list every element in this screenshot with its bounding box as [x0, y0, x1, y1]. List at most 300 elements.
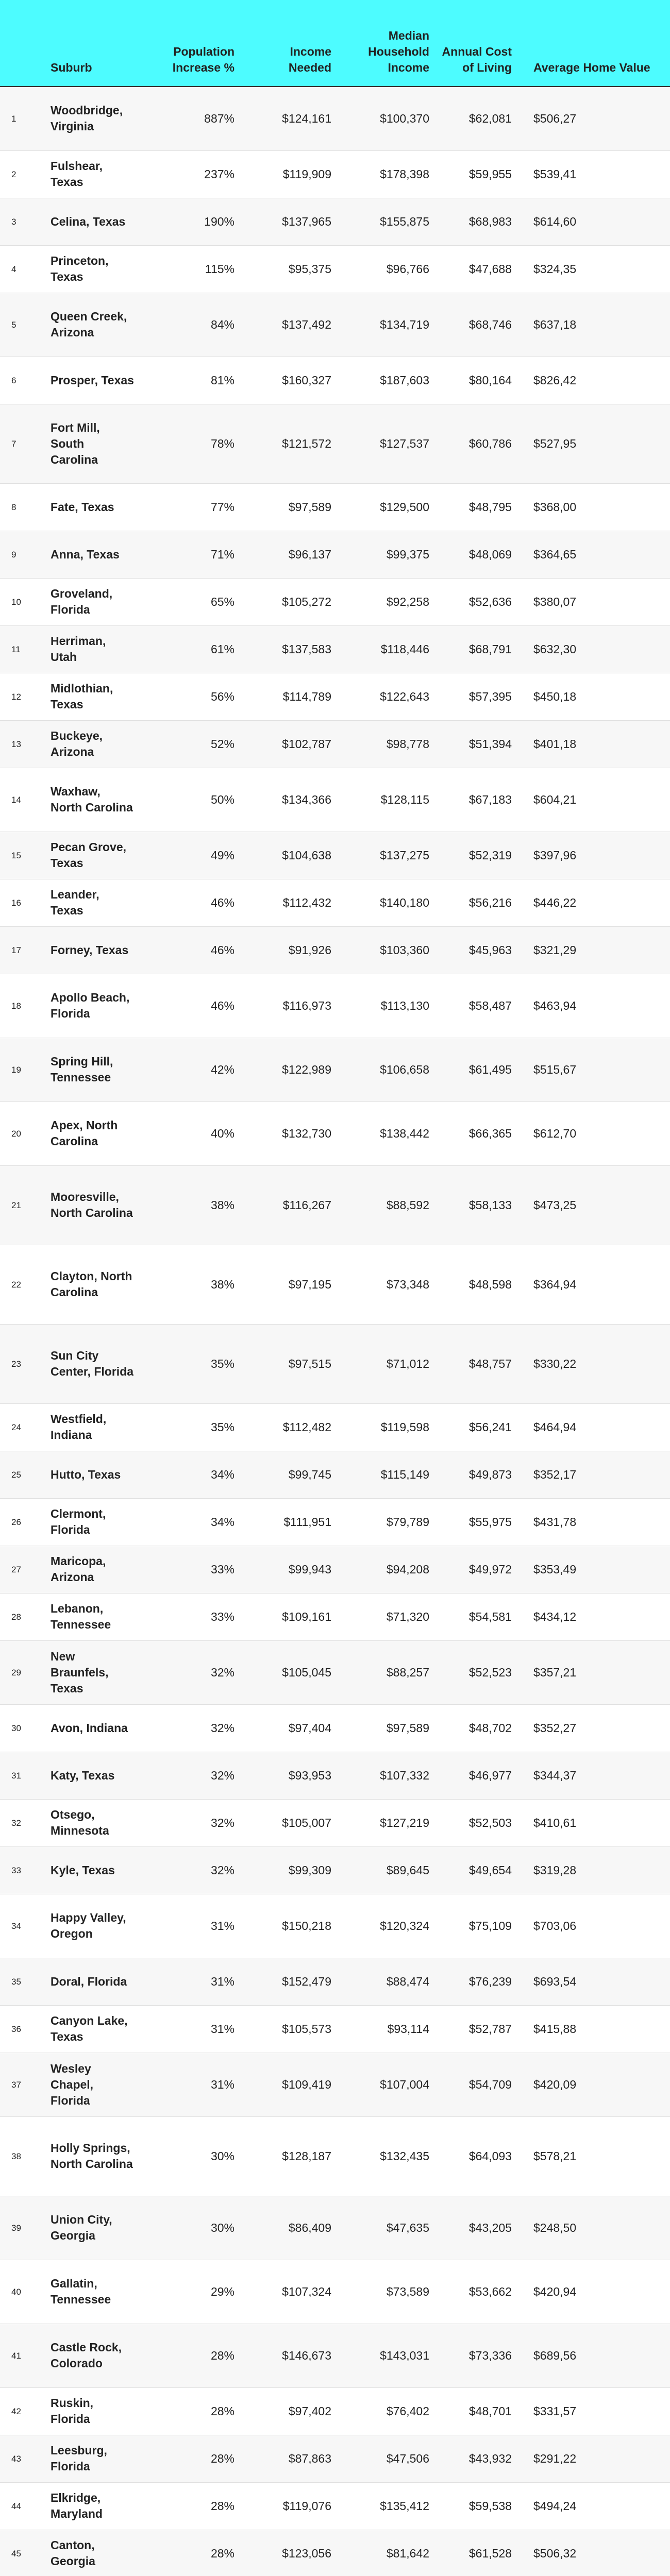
annual-cost-of-living-cell: $52,523 — [435, 1640, 518, 1704]
suburb-cell: Princeton, Texas — [45, 245, 141, 293]
population-increase-cell: 32% — [141, 1799, 241, 1846]
annual-cost-of-living-cell: $48,702 — [435, 1704, 518, 1752]
suburb-cell: New Braunfels, Texas — [45, 1640, 141, 1704]
median-household-income-cell: $88,257 — [338, 1640, 435, 1704]
average-home-value-cell: $431,78 — [518, 1498, 670, 1546]
median-household-income-cell: $113,130 — [338, 974, 435, 1038]
average-home-value-cell: $506,32 — [518, 2530, 670, 2576]
median-household-income-cell: $178,398 — [338, 150, 435, 198]
average-home-value-cell: $321,29 — [518, 926, 670, 974]
income-needed-cell: $105,272 — [241, 578, 338, 625]
rank-cell: 16 — [0, 879, 45, 926]
median-household-income-cell: $107,004 — [338, 2053, 435, 2116]
average-home-value-cell: $415,88 — [518, 2005, 670, 2053]
suburb-cell: Lebanon, Tennessee — [45, 1593, 141, 1640]
average-home-value-cell: $368,00 — [518, 483, 670, 531]
rank-cell: 38 — [0, 2116, 45, 2196]
rank-cell: 29 — [0, 1640, 45, 1704]
suburb-cell: Groveland, Florida — [45, 578, 141, 625]
table-row — [0, 768, 670, 832]
table-row — [0, 245, 670, 293]
rank-cell: 42 — [0, 2387, 45, 2435]
rank-cell: 36 — [0, 2005, 45, 2053]
population-increase-cell: 190% — [141, 198, 241, 245]
rank-cell: 6 — [0, 357, 45, 404]
income-needed-cell: $116,267 — [241, 1165, 338, 1245]
rank-cell: 28 — [0, 1593, 45, 1640]
average-home-value-cell: $612,70 — [518, 1101, 670, 1165]
suburb-cell: Kyle, Texas — [45, 1846, 141, 1894]
suburb-cell: Mooresville, North Carolina — [45, 1165, 141, 1245]
median-household-income-cell: $73,348 — [338, 1245, 435, 1324]
median-household-income-cell: $135,412 — [338, 2482, 435, 2530]
population-increase-cell: 887% — [141, 87, 241, 150]
rank-cell: 40 — [0, 2260, 45, 2324]
header-suburb[interactable]: Suburb — [45, 0, 141, 87]
median-household-income-cell: $94,208 — [338, 1546, 435, 1593]
median-household-income-cell: $100,370 — [338, 87, 435, 150]
suburb-cell: Clermont, Florida — [45, 1498, 141, 1546]
header-population-increase[interactable]: Population Increase % — [141, 0, 241, 87]
table-row — [0, 1038, 670, 1101]
table-row — [0, 1324, 670, 1403]
population-increase-cell: 71% — [141, 531, 241, 578]
population-increase-cell: 65% — [141, 578, 241, 625]
annual-cost-of-living-cell: $48,795 — [435, 483, 518, 531]
annual-cost-of-living-cell: $53,662 — [435, 2260, 518, 2324]
average-home-value-cell: $703,06 — [518, 1894, 670, 1958]
median-household-income-cell: $118,446 — [338, 625, 435, 673]
rank-cell: 43 — [0, 2435, 45, 2482]
income-needed-cell: $97,515 — [241, 1324, 338, 1403]
income-needed-cell: $97,589 — [241, 483, 338, 531]
suburb-cell: Hutto, Texas — [45, 1451, 141, 1498]
suburb-cell: Apex, North Carolina — [45, 1101, 141, 1165]
rank-cell: 9 — [0, 531, 45, 578]
average-home-value-cell: $604,21 — [518, 768, 670, 832]
population-increase-cell: 115% — [141, 245, 241, 293]
rank-cell: 11 — [0, 625, 45, 673]
median-household-income-cell: $96,766 — [338, 245, 435, 293]
median-household-income-cell: $143,031 — [338, 2324, 435, 2387]
suburb-cell: Waxhaw, North Carolina — [45, 768, 141, 832]
average-home-value-cell: $357,21 — [518, 1640, 670, 1704]
rank-cell: 30 — [0, 1704, 45, 1752]
table-row — [0, 483, 670, 531]
annual-cost-of-living-cell: $80,164 — [435, 357, 518, 404]
table-row — [0, 404, 670, 483]
population-increase-cell: 28% — [141, 2530, 241, 2576]
average-home-value-cell: $464,94 — [518, 1403, 670, 1451]
annual-cost-of-living-cell: $52,319 — [435, 832, 518, 879]
table-row — [0, 2324, 670, 2387]
rank-cell: 14 — [0, 768, 45, 832]
median-household-income-cell: $71,320 — [338, 1593, 435, 1640]
annual-cost-of-living-cell: $55,975 — [435, 1498, 518, 1546]
average-home-value-cell: $331,57 — [518, 2387, 670, 2435]
income-needed-cell: $132,730 — [241, 1101, 338, 1165]
average-home-value-cell: $494,24 — [518, 2482, 670, 2530]
income-needed-cell: $102,787 — [241, 720, 338, 768]
average-home-value-cell: $248,50 — [518, 2196, 670, 2260]
average-home-value-cell: $353,49 — [518, 1546, 670, 1593]
median-household-income-cell: $98,778 — [338, 720, 435, 768]
population-increase-cell: 32% — [141, 1704, 241, 1752]
annual-cost-of-living-cell: $48,598 — [435, 1245, 518, 1324]
population-increase-cell: 28% — [141, 2435, 241, 2482]
annual-cost-of-living-cell: $52,503 — [435, 1799, 518, 1846]
rank-cell: 32 — [0, 1799, 45, 1846]
median-household-income-cell: $137,275 — [338, 832, 435, 879]
header-row — [0, 0, 670, 87]
rank-cell: 17 — [0, 926, 45, 974]
population-increase-cell: 78% — [141, 404, 241, 483]
annual-cost-of-living-cell: $56,241 — [435, 1403, 518, 1451]
population-increase-cell: 31% — [141, 2005, 241, 2053]
population-increase-cell: 28% — [141, 2482, 241, 2530]
average-home-value-cell: $352,17 — [518, 1451, 670, 1498]
annual-cost-of-living-cell: $59,538 — [435, 2482, 518, 2530]
suburb-cell: Clayton, North Carolina — [45, 1245, 141, 1324]
rank-cell: 41 — [0, 2324, 45, 2387]
income-needed-cell: $109,419 — [241, 2053, 338, 2116]
income-needed-cell: $107,324 — [241, 2260, 338, 2324]
rank-cell: 23 — [0, 1324, 45, 1403]
suburb-cell: Happy Valley, Oregon — [45, 1894, 141, 1958]
median-household-income-cell: $187,603 — [338, 357, 435, 404]
rank-cell: 34 — [0, 1894, 45, 1958]
table-row — [0, 1403, 670, 1451]
income-needed-cell: $114,789 — [241, 673, 338, 720]
annual-cost-of-living-cell: $45,963 — [435, 926, 518, 974]
income-needed-cell: $152,479 — [241, 1958, 338, 2005]
suburb-cell: Midlothian, Texas — [45, 673, 141, 720]
annual-cost-of-living-cell: $73,336 — [435, 2324, 518, 2387]
average-home-value-cell: $420,94 — [518, 2260, 670, 2324]
suburb-cell: Ruskin, Florida — [45, 2387, 141, 2435]
income-needed-cell: $128,187 — [241, 2116, 338, 2196]
income-needed-cell: $119,076 — [241, 2482, 338, 2530]
median-household-income-cell: $103,360 — [338, 926, 435, 974]
annual-cost-of-living-cell: $75,109 — [435, 1894, 518, 1958]
income-needed-cell: $124,161 — [241, 87, 338, 150]
average-home-value-cell: $291,22 — [518, 2435, 670, 2482]
average-home-value-cell: $352,27 — [518, 1704, 670, 1752]
table-row — [0, 2005, 670, 2053]
median-household-income-cell: $122,643 — [338, 673, 435, 720]
suburb-cell: Canyon Lake, Texas — [45, 2005, 141, 2053]
suburb-cell: Pecan Grove, Texas — [45, 832, 141, 879]
income-needed-cell: $95,375 — [241, 245, 338, 293]
suburb-cell: Castle Rock, Colorado — [45, 2324, 141, 2387]
table-row — [0, 87, 670, 150]
median-household-income-cell: $76,402 — [338, 2387, 435, 2435]
annual-cost-of-living-cell: $48,069 — [435, 531, 518, 578]
population-increase-cell: 52% — [141, 720, 241, 768]
income-needed-cell: $91,926 — [241, 926, 338, 974]
median-household-income-cell: $127,219 — [338, 1799, 435, 1846]
table-row — [0, 1165, 670, 1245]
suburb-cell: Fate, Texas — [45, 483, 141, 531]
table-row — [0, 293, 670, 357]
population-increase-cell: 28% — [141, 2387, 241, 2435]
rank-cell: 39 — [0, 2196, 45, 2260]
table-row — [0, 2053, 670, 2116]
header-income-needed[interactable]: Income Needed — [241, 0, 338, 87]
income-needed-cell: $137,583 — [241, 625, 338, 673]
median-household-income-cell: $134,719 — [338, 293, 435, 357]
table-row — [0, 1593, 670, 1640]
average-home-value-cell: $826,42 — [518, 357, 670, 404]
income-needed-cell: $119,909 — [241, 150, 338, 198]
annual-cost-of-living-cell: $43,932 — [435, 2435, 518, 2482]
average-home-value-cell: $434,12 — [518, 1593, 670, 1640]
annual-cost-of-living-cell: $47,688 — [435, 245, 518, 293]
annual-cost-of-living-cell: $67,183 — [435, 768, 518, 832]
rank-cell: 5 — [0, 293, 45, 357]
rank-cell: 7 — [0, 404, 45, 483]
table-row — [0, 1894, 670, 1958]
average-home-value-cell: $450,18 — [518, 673, 670, 720]
table-row — [0, 1101, 670, 1165]
rank-cell: 18 — [0, 974, 45, 1038]
suburb-cell: Union City, Georgia — [45, 2196, 141, 2260]
income-needed-cell: $116,973 — [241, 974, 338, 1038]
median-household-income-cell: $127,537 — [338, 404, 435, 483]
median-household-income-cell: $140,180 — [338, 879, 435, 926]
annual-cost-of-living-cell: $58,487 — [435, 974, 518, 1038]
population-increase-cell: 38% — [141, 1165, 241, 1245]
suburb-cell: Maricopa, Arizona — [45, 1546, 141, 1593]
population-increase-cell: 33% — [141, 1546, 241, 1593]
median-household-income-cell: $81,642 — [338, 2530, 435, 2576]
income-needed-cell: $87,863 — [241, 2435, 338, 2482]
average-home-value-cell: $324,35 — [518, 245, 670, 293]
income-needed-cell: $121,572 — [241, 404, 338, 483]
population-increase-cell: 33% — [141, 1593, 241, 1640]
median-household-income-cell: $106,658 — [338, 1038, 435, 1101]
rank-cell: 45 — [0, 2530, 45, 2576]
income-needed-cell: $86,409 — [241, 2196, 338, 2260]
suburb-cell: Canton, Georgia — [45, 2530, 141, 2576]
average-home-value-cell: $446,22 — [518, 879, 670, 926]
population-increase-cell: 49% — [141, 832, 241, 879]
annual-cost-of-living-cell: $66,365 — [435, 1101, 518, 1165]
annual-cost-of-living-cell: $56,216 — [435, 879, 518, 926]
population-increase-cell: 38% — [141, 1245, 241, 1324]
income-needed-cell: $160,327 — [241, 357, 338, 404]
suburb-cell: Herriman, Utah — [45, 625, 141, 673]
median-household-income-cell: $107,332 — [338, 1752, 435, 1799]
annual-cost-of-living-cell: $52,787 — [435, 2005, 518, 2053]
table-row — [0, 2530, 670, 2576]
median-household-income-cell: $92,258 — [338, 578, 435, 625]
rank-cell: 44 — [0, 2482, 45, 2530]
population-increase-cell: 31% — [141, 1894, 241, 1958]
annual-cost-of-living-cell: $76,239 — [435, 1958, 518, 2005]
income-needed-cell: $150,218 — [241, 1894, 338, 1958]
annual-cost-of-living-cell: $61,528 — [435, 2530, 518, 2576]
header-annual-cost-of-living[interactable]: Annual Cost of Living — [435, 0, 518, 87]
population-increase-cell: 31% — [141, 1958, 241, 2005]
income-needed-cell: $123,056 — [241, 2530, 338, 2576]
rank-cell: 24 — [0, 1403, 45, 1451]
table-row — [0, 1846, 670, 1894]
population-increase-cell: 35% — [141, 1403, 241, 1451]
income-needed-cell: $105,045 — [241, 1640, 338, 1704]
suburb-cell: Katy, Texas — [45, 1752, 141, 1799]
header-median-household-income[interactable]: Median Household Income — [338, 0, 435, 87]
annual-cost-of-living-cell: $64,093 — [435, 2116, 518, 2196]
annual-cost-of-living-cell: $68,746 — [435, 293, 518, 357]
population-increase-cell: 29% — [141, 2260, 241, 2324]
table-row — [0, 1799, 670, 1846]
income-needed-cell: $97,195 — [241, 1245, 338, 1324]
average-home-value-cell: $397,96 — [518, 832, 670, 879]
median-household-income-cell: $128,115 — [338, 768, 435, 832]
population-increase-cell: 28% — [141, 2324, 241, 2387]
table-body — [0, 87, 670, 2576]
table-row — [0, 2435, 670, 2482]
average-home-value-cell: $693,54 — [518, 1958, 670, 2005]
median-household-income-cell: $129,500 — [338, 483, 435, 531]
population-increase-cell: 46% — [141, 879, 241, 926]
rank-cell: 20 — [0, 1101, 45, 1165]
annual-cost-of-living-cell: $49,873 — [435, 1451, 518, 1498]
suburb-cell: Prosper, Texas — [45, 357, 141, 404]
population-increase-cell: 40% — [141, 1101, 241, 1165]
suburb-cell: Doral, Florida — [45, 1958, 141, 2005]
population-increase-cell: 56% — [141, 673, 241, 720]
rank-cell: 2 — [0, 150, 45, 198]
median-household-income-cell: $120,324 — [338, 1894, 435, 1958]
annual-cost-of-living-cell: $52,636 — [435, 578, 518, 625]
suburb-cell: Celina, Texas — [45, 198, 141, 245]
average-home-value-cell: $401,18 — [518, 720, 670, 768]
population-increase-cell: 32% — [141, 1640, 241, 1704]
table-row — [0, 198, 670, 245]
median-household-income-cell: $99,375 — [338, 531, 435, 578]
rank-cell: 15 — [0, 832, 45, 879]
income-needed-cell: $122,989 — [241, 1038, 338, 1101]
table-row — [0, 2116, 670, 2196]
table-row — [0, 1451, 670, 1498]
income-needed-cell: $111,951 — [241, 1498, 338, 1546]
rank-cell: 13 — [0, 720, 45, 768]
income-needed-cell: $99,309 — [241, 1846, 338, 1894]
rank-cell: 12 — [0, 673, 45, 720]
table-row — [0, 2196, 670, 2260]
suburb-cell: Spring Hill, Tennessee — [45, 1038, 141, 1101]
rank-cell: 22 — [0, 1245, 45, 1324]
annual-cost-of-living-cell: $54,709 — [435, 2053, 518, 2116]
table-row — [0, 1958, 670, 2005]
suburb-cell: Wesley Chapel, Florida — [45, 2053, 141, 2116]
annual-cost-of-living-cell: $51,394 — [435, 720, 518, 768]
table-row — [0, 1546, 670, 1593]
population-increase-cell: 237% — [141, 150, 241, 198]
average-home-value-cell: $506,27 — [518, 87, 670, 150]
rank-cell: 26 — [0, 1498, 45, 1546]
income-needed-cell: $99,943 — [241, 1546, 338, 1593]
average-home-value-cell: $578,21 — [518, 2116, 670, 2196]
population-increase-cell: 30% — [141, 2116, 241, 2196]
income-needed-cell: $137,492 — [241, 293, 338, 357]
annual-cost-of-living-cell: $68,791 — [435, 625, 518, 673]
population-increase-cell: 32% — [141, 1752, 241, 1799]
income-needed-cell: $105,007 — [241, 1799, 338, 1846]
median-household-income-cell: $93,114 — [338, 2005, 435, 2053]
table-row — [0, 673, 670, 720]
median-household-income-cell: $155,875 — [338, 198, 435, 245]
table-row — [0, 2260, 670, 2324]
population-increase-cell: 34% — [141, 1451, 241, 1498]
income-needed-cell: $97,404 — [241, 1704, 338, 1752]
income-needed-cell: $93,953 — [241, 1752, 338, 1799]
average-home-value-cell: $420,09 — [518, 2053, 670, 2116]
table-row — [0, 150, 670, 198]
average-home-value-cell: $689,56 — [518, 2324, 670, 2387]
rank-cell: 8 — [0, 483, 45, 531]
table-row — [0, 1498, 670, 1546]
table-row — [0, 1640, 670, 1704]
median-household-income-cell: $88,474 — [338, 1958, 435, 2005]
rank-cell: 25 — [0, 1451, 45, 1498]
population-increase-cell: 77% — [141, 483, 241, 531]
suburb-cell: Elkridge, Maryland — [45, 2482, 141, 2530]
table-row — [0, 720, 670, 768]
population-increase-cell: 30% — [141, 2196, 241, 2260]
income-needed-cell: $109,161 — [241, 1593, 338, 1640]
suburb-cell: Leesburg, Florida — [45, 2435, 141, 2482]
income-needed-cell: $137,965 — [241, 198, 338, 245]
table-row — [0, 879, 670, 926]
header-average-home-value[interactable]: Average Home Value — [518, 0, 670, 87]
population-increase-cell: 35% — [141, 1324, 241, 1403]
rank-cell: 33 — [0, 1846, 45, 1894]
median-household-income-cell: $115,149 — [338, 1451, 435, 1498]
annual-cost-of-living-cell: $46,977 — [435, 1752, 518, 1799]
table-row — [0, 357, 670, 404]
annual-cost-of-living-cell: $61,495 — [435, 1038, 518, 1101]
table-row — [0, 2387, 670, 2435]
median-household-income-cell: $97,589 — [338, 1704, 435, 1752]
population-increase-cell: 81% — [141, 357, 241, 404]
table-row — [0, 625, 670, 673]
annual-cost-of-living-cell: $60,786 — [435, 404, 518, 483]
rank-cell: 10 — [0, 578, 45, 625]
suburb-cell: Apollo Beach, Florida — [45, 974, 141, 1038]
suburb-cell: Holly Springs, North Carolina — [45, 2116, 141, 2196]
median-household-income-cell: $71,012 — [338, 1324, 435, 1403]
rank-cell: 19 — [0, 1038, 45, 1101]
income-needed-cell: $105,573 — [241, 2005, 338, 2053]
annual-cost-of-living-cell: $59,955 — [435, 150, 518, 198]
median-household-income-cell: $89,645 — [338, 1846, 435, 1894]
median-household-income-cell: $119,598 — [338, 1403, 435, 1451]
income-needed-cell: $146,673 — [241, 2324, 338, 2387]
average-home-value-cell: $364,65 — [518, 531, 670, 578]
population-increase-cell: 50% — [141, 768, 241, 832]
average-home-value-cell: $632,30 — [518, 625, 670, 673]
suburb-cell: Avon, Indiana — [45, 1704, 141, 1752]
table-row — [0, 578, 670, 625]
average-home-value-cell: $380,07 — [518, 578, 670, 625]
header-rank[interactable] — [0, 0, 45, 87]
income-needed-cell: $99,745 — [241, 1451, 338, 1498]
average-home-value-cell: $614,60 — [518, 198, 670, 245]
annual-cost-of-living-cell: $62,081 — [435, 87, 518, 150]
